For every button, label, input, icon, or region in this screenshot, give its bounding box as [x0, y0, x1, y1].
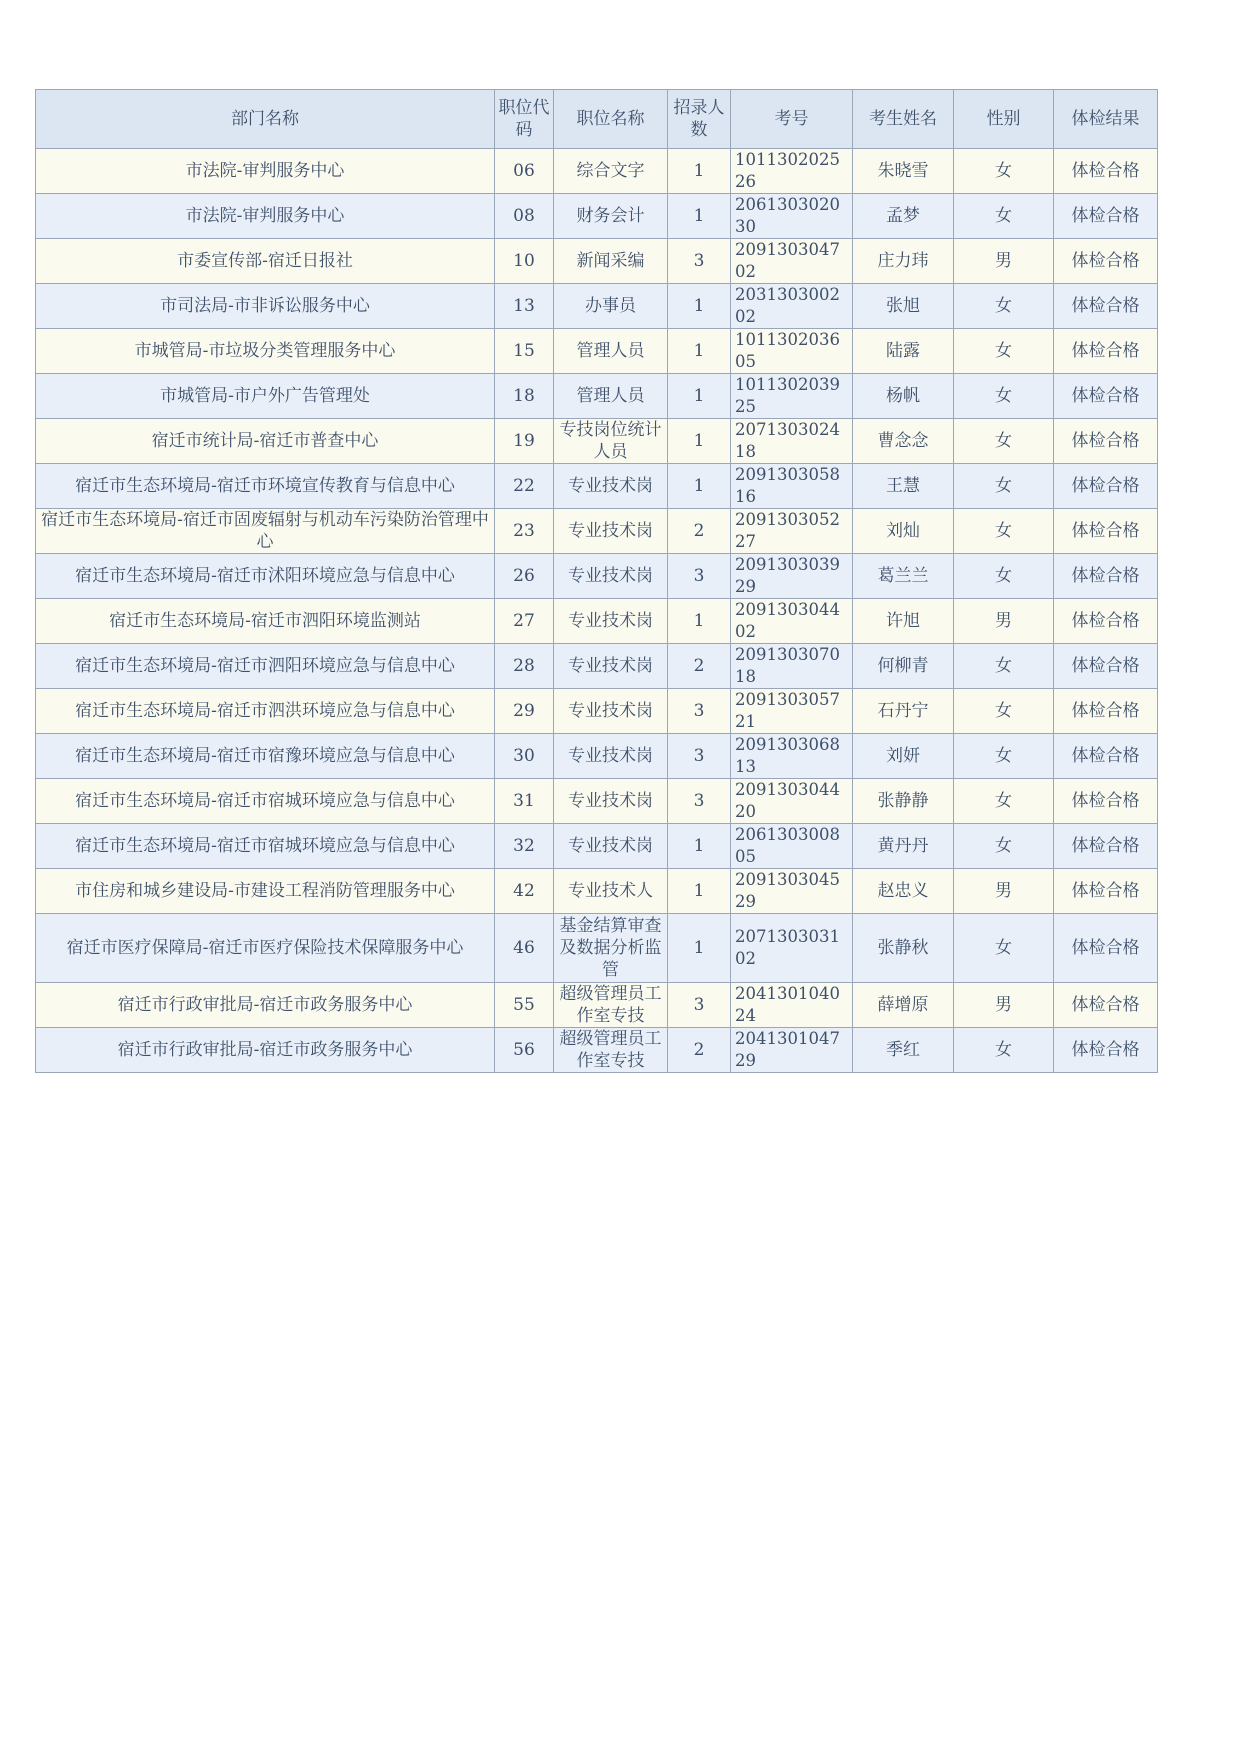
- department-cell: 宿迁市生态环境局-宿迁市固废辐射与机动车污染防治管理中心: [36, 509, 495, 554]
- position-code-cell: 19: [495, 419, 554, 464]
- exam-number-cell: 209130305227: [731, 509, 853, 554]
- position-name-cell: 专业技术岗: [554, 599, 668, 644]
- hire-count-cell: 1: [668, 824, 731, 869]
- hire-count-cell: 1: [668, 869, 731, 914]
- hire-count-cell: 3: [668, 779, 731, 824]
- department-cell: 市城管局-市垃圾分类管理服务中心: [36, 329, 495, 374]
- position-name-cell: 专业技术岗: [554, 689, 668, 734]
- position-code-cell: 28: [495, 644, 554, 689]
- hire-count-cell: 3: [668, 689, 731, 734]
- table-row: [36, 194, 1158, 239]
- candidate-name-cell: 刘灿: [853, 509, 954, 554]
- gender-cell: 女: [954, 734, 1054, 779]
- gender-cell: 女: [954, 329, 1054, 374]
- position-name-cell: 专业技术岗: [554, 464, 668, 509]
- candidate-name-cell: 石丹宁: [853, 689, 954, 734]
- position-name-cell: 基金结算审查及数据分析监管: [554, 914, 668, 983]
- candidate-name-cell: 陆露: [853, 329, 954, 374]
- candidate-name-cell: 何柳青: [853, 644, 954, 689]
- position-name-cell: 超级管理员工作室专技: [554, 983, 668, 1028]
- exam-number-cell: 101130203605: [731, 329, 853, 374]
- department-cell: 市法院-审判服务中心: [36, 194, 495, 239]
- candidate-name-cell: 孟梦: [853, 194, 954, 239]
- candidate-name-cell: 王慧: [853, 464, 954, 509]
- gender-cell: 男: [954, 983, 1054, 1028]
- department-cell: 宿迁市生态环境局-宿迁市泗阳环境监测站: [36, 599, 495, 644]
- position-name-cell: 超级管理员工作室专技: [554, 1028, 668, 1073]
- department-cell: 市城管局-市户外广告管理处: [36, 374, 495, 419]
- hire-count-cell: 1: [668, 599, 731, 644]
- header-department: 部门名称: [36, 90, 495, 149]
- exam-number-cell: 204130104729: [731, 1028, 853, 1073]
- result-cell: 体检合格: [1054, 464, 1158, 509]
- candidate-name-cell: 葛兰兰: [853, 554, 954, 599]
- exam-number-cell: 101130203925: [731, 374, 853, 419]
- exam-number-cell: 209130304420: [731, 779, 853, 824]
- table-row: [36, 869, 1158, 914]
- result-cell: 体检合格: [1054, 824, 1158, 869]
- position-code-cell: 10: [495, 239, 554, 284]
- position-name-cell: 管理人员: [554, 329, 668, 374]
- position-code-cell: 55: [495, 983, 554, 1028]
- exam-number-cell: 207130302418: [731, 419, 853, 464]
- gender-cell: 男: [954, 599, 1054, 644]
- table-row: [36, 734, 1158, 779]
- result-cell: 体检合格: [1054, 554, 1158, 599]
- exam-number-cell: 209130305721: [731, 689, 853, 734]
- gender-cell: 女: [954, 464, 1054, 509]
- department-cell: 市司法局-市非诉讼服务中心: [36, 284, 495, 329]
- candidate-name-cell: 曹念念: [853, 419, 954, 464]
- table-row: [36, 599, 1158, 644]
- position-code-cell: 27: [495, 599, 554, 644]
- candidate-name-cell: 许旭: [853, 599, 954, 644]
- table-row: [36, 149, 1158, 194]
- department-cell: 宿迁市行政审批局-宿迁市政务服务中心: [36, 1028, 495, 1073]
- department-cell: 市住房和城乡建设局-市建设工程消防管理服务中心: [36, 869, 495, 914]
- department-cell: 宿迁市生态环境局-宿迁市宿城环境应急与信息中心: [36, 779, 495, 824]
- candidate-name-cell: 季红: [853, 1028, 954, 1073]
- position-code-cell: 46: [495, 914, 554, 983]
- gender-cell: 女: [954, 644, 1054, 689]
- result-cell: 体检合格: [1054, 689, 1158, 734]
- position-code-cell: 32: [495, 824, 554, 869]
- hire-count-cell: 2: [668, 509, 731, 554]
- gender-cell: 女: [954, 824, 1054, 869]
- gender-cell: 女: [954, 914, 1054, 983]
- department-cell: 宿迁市生态环境局-宿迁市宿城环境应急与信息中心: [36, 824, 495, 869]
- table-row: [36, 644, 1158, 689]
- position-name-cell: 专业技术岗: [554, 734, 668, 779]
- table-row: [36, 509, 1158, 554]
- result-cell: 体检合格: [1054, 1028, 1158, 1073]
- hire-count-cell: 2: [668, 1028, 731, 1073]
- table-row: [36, 554, 1158, 599]
- candidate-name-cell: 张静秋: [853, 914, 954, 983]
- position-code-cell: 30: [495, 734, 554, 779]
- header-gender: 性别: [954, 90, 1054, 149]
- table-row: [36, 239, 1158, 284]
- header-result: 体检结果: [1054, 90, 1158, 149]
- hire-count-cell: 1: [668, 914, 731, 983]
- header-exam-number: 考号: [731, 90, 853, 149]
- position-code-cell: 29: [495, 689, 554, 734]
- header-hire-count: 招录人数: [668, 90, 731, 149]
- result-cell: 体检合格: [1054, 779, 1158, 824]
- position-code-cell: 31: [495, 779, 554, 824]
- exam-number-cell: 101130202526: [731, 149, 853, 194]
- table-row: [36, 329, 1158, 374]
- result-cell: 体检合格: [1054, 869, 1158, 914]
- exam-number-cell: 207130303102: [731, 914, 853, 983]
- position-code-cell: 13: [495, 284, 554, 329]
- result-cell: 体检合格: [1054, 509, 1158, 554]
- position-name-cell: 专业技术岗: [554, 644, 668, 689]
- exam-number-cell: 209130305816: [731, 464, 853, 509]
- result-cell: 体检合格: [1054, 149, 1158, 194]
- table-row: [36, 419, 1158, 464]
- hire-count-cell: 1: [668, 464, 731, 509]
- position-name-cell: 管理人员: [554, 374, 668, 419]
- exam-number-cell: 209130304402: [731, 599, 853, 644]
- hire-count-cell: 3: [668, 554, 731, 599]
- gender-cell: 女: [954, 689, 1054, 734]
- table-row: [36, 284, 1158, 329]
- hire-count-cell: 1: [668, 374, 731, 419]
- hire-count-cell: 1: [668, 284, 731, 329]
- position-name-cell: 综合文字: [554, 149, 668, 194]
- exam-number-cell: 209130304529: [731, 869, 853, 914]
- department-cell: 宿迁市统计局-宿迁市普查中心: [36, 419, 495, 464]
- gender-cell: 男: [954, 869, 1054, 914]
- header-candidate-name: 考生姓名: [853, 90, 954, 149]
- exam-number-cell: 209130303929: [731, 554, 853, 599]
- candidate-name-cell: 黄丹丹: [853, 824, 954, 869]
- position-code-cell: 15: [495, 329, 554, 374]
- department-cell: 宿迁市生态环境局-宿迁市泗洪环境应急与信息中心: [36, 689, 495, 734]
- gender-cell: 女: [954, 779, 1054, 824]
- department-cell: 宿迁市生态环境局-宿迁市沭阳环境应急与信息中心: [36, 554, 495, 599]
- gender-cell: 女: [954, 374, 1054, 419]
- position-name-cell: 专技岗位统计人员: [554, 419, 668, 464]
- table-row: [36, 779, 1158, 824]
- results-table: [35, 89, 1158, 1073]
- department-cell: 市委宣传部-宿迁日报社: [36, 239, 495, 284]
- table-row: [36, 1028, 1158, 1073]
- gender-cell: 女: [954, 1028, 1054, 1073]
- exam-number-cell: 206130302030: [731, 194, 853, 239]
- exam-number-cell: 209130306813: [731, 734, 853, 779]
- position-code-cell: 42: [495, 869, 554, 914]
- gender-cell: 女: [954, 194, 1054, 239]
- table-row: [36, 374, 1158, 419]
- gender-cell: 女: [954, 419, 1054, 464]
- result-cell: 体检合格: [1054, 239, 1158, 284]
- hire-count-cell: 1: [668, 194, 731, 239]
- hire-count-cell: 2: [668, 644, 731, 689]
- exam-number-cell: 204130104024: [731, 983, 853, 1028]
- gender-cell: 女: [954, 149, 1054, 194]
- gender-cell: 男: [954, 239, 1054, 284]
- position-name-cell: 办事员: [554, 284, 668, 329]
- result-cell: 体检合格: [1054, 194, 1158, 239]
- position-code-cell: 08: [495, 194, 554, 239]
- result-cell: 体检合格: [1054, 644, 1158, 689]
- position-name-cell: 专业技术人: [554, 869, 668, 914]
- gender-cell: 女: [954, 554, 1054, 599]
- position-name-cell: 专业技术岗: [554, 779, 668, 824]
- position-code-cell: 06: [495, 149, 554, 194]
- table-row: [36, 914, 1158, 983]
- header-position-code: 职位代码: [495, 90, 554, 149]
- hire-count-cell: 3: [668, 239, 731, 284]
- hire-count-cell: 1: [668, 329, 731, 374]
- position-code-cell: 26: [495, 554, 554, 599]
- candidate-name-cell: 朱晓雪: [853, 149, 954, 194]
- hire-count-cell: 1: [668, 149, 731, 194]
- result-cell: 体检合格: [1054, 419, 1158, 464]
- candidate-name-cell: 张静静: [853, 779, 954, 824]
- department-cell: 宿迁市行政审批局-宿迁市政务服务中心: [36, 983, 495, 1028]
- hire-count-cell: 3: [668, 734, 731, 779]
- result-cell: 体检合格: [1054, 983, 1158, 1028]
- gender-cell: 女: [954, 284, 1054, 329]
- department-cell: 市法院-审判服务中心: [36, 149, 495, 194]
- candidate-name-cell: 张旭: [853, 284, 954, 329]
- candidate-name-cell: 薛增原: [853, 983, 954, 1028]
- exam-number-cell: 209130304702: [731, 239, 853, 284]
- result-cell: 体检合格: [1054, 374, 1158, 419]
- header-position-name: 职位名称: [554, 90, 668, 149]
- hire-count-cell: 1: [668, 419, 731, 464]
- department-cell: 宿迁市生态环境局-宿迁市环境宣传教育与信息中心: [36, 464, 495, 509]
- department-cell: 宿迁市生态环境局-宿迁市宿豫环境应急与信息中心: [36, 734, 495, 779]
- table-row: [36, 689, 1158, 734]
- exam-number-cell: 203130300202: [731, 284, 853, 329]
- table-row: [36, 464, 1158, 509]
- header-row: [36, 90, 1158, 149]
- result-cell: 体检合格: [1054, 599, 1158, 644]
- position-name-cell: 新闻采编: [554, 239, 668, 284]
- result-cell: 体检合格: [1054, 329, 1158, 374]
- exam-number-cell: 209130307018: [731, 644, 853, 689]
- department-cell: 宿迁市生态环境局-宿迁市泗阳环境应急与信息中心: [36, 644, 495, 689]
- result-cell: 体检合格: [1054, 734, 1158, 779]
- candidate-name-cell: 赵忠义: [853, 869, 954, 914]
- position-name-cell: 财务会计: [554, 194, 668, 239]
- table-row: [36, 983, 1158, 1028]
- position-name-cell: 专业技术岗: [554, 509, 668, 554]
- department-cell: 宿迁市医疗保障局-宿迁市医疗保险技术保障服务中心: [36, 914, 495, 983]
- position-name-cell: 专业技术岗: [554, 554, 668, 599]
- position-code-cell: 23: [495, 509, 554, 554]
- exam-number-cell: 206130300805: [731, 824, 853, 869]
- candidate-name-cell: 杨帆: [853, 374, 954, 419]
- position-code-cell: 56: [495, 1028, 554, 1073]
- gender-cell: 女: [954, 509, 1054, 554]
- position-code-cell: 22: [495, 464, 554, 509]
- position-code-cell: 18: [495, 374, 554, 419]
- result-cell: 体检合格: [1054, 284, 1158, 329]
- hire-count-cell: 3: [668, 983, 731, 1028]
- position-name-cell: 专业技术岗: [554, 824, 668, 869]
- candidate-name-cell: 刘妍: [853, 734, 954, 779]
- candidate-name-cell: 庄力玮: [853, 239, 954, 284]
- result-cell: 体检合格: [1054, 914, 1158, 983]
- table-row: [36, 824, 1158, 869]
